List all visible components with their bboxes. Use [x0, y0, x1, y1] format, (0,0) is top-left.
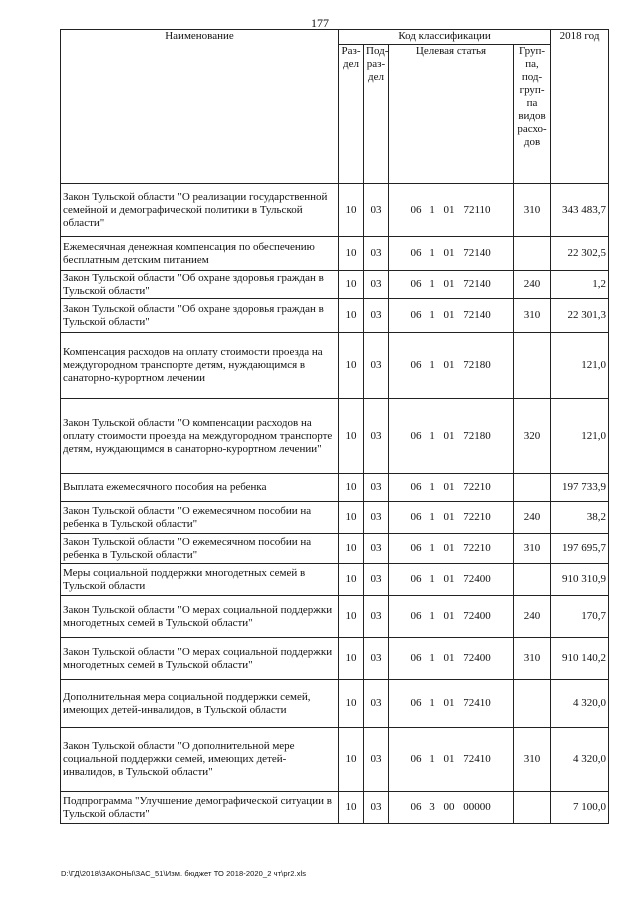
table-row [61, 299, 609, 333]
row-amount: 121,0 [551, 399, 609, 474]
row-name: Дополнительная мера социальной поддержки семей, имеющих детей-инвалидов, в Тульской области [61, 680, 339, 728]
table-row [61, 638, 609, 680]
header-year: 2018 год [551, 30, 609, 184]
row-target-code [389, 728, 514, 792]
target-code-direction: 72210 [463, 481, 491, 493]
header-group: Груп- па, под- груп- па видов расхо- дов [514, 45, 551, 184]
target-code-program: 06 [410, 573, 422, 585]
row-name: Закон Тульской области "О ежемесячном пособии на ребенка в Тульской области" [61, 534, 339, 564]
table-row [61, 596, 609, 638]
row-name: Закон Тульской области "О реализации государственной семейной и демографической политики в Тульской области" [61, 184, 339, 237]
row-name: Меры социальной поддержки многодетных семей в Тульской области [61, 564, 339, 596]
row-group [514, 474, 551, 502]
row-section: 10 [339, 333, 364, 399]
target-code-main: 01 [443, 247, 455, 259]
row-name: Закон Тульской области "Об охране здоровья граждан в Тульской области" [61, 299, 339, 333]
target-code-program: 06 [410, 247, 422, 259]
row-target-code [389, 596, 514, 638]
row-target-code [389, 299, 514, 333]
target-code-program: 06 [410, 278, 422, 290]
row-target-code [389, 333, 514, 399]
target-code-sub: 1 [429, 359, 435, 371]
row-amount: 1,2 [551, 271, 609, 299]
row-section: 10 [339, 596, 364, 638]
row-subsection: 03 [364, 299, 389, 333]
row-name: Закон Тульской области "О дополнительной мере социальной поддержки семей, имеющих детей-инвалидов, в Тульской области" [61, 728, 339, 792]
row-section: 10 [339, 502, 364, 534]
row-target-code [389, 792, 514, 824]
row-group: 310 [514, 299, 551, 333]
target-code-sub: 1 [429, 203, 435, 216]
page-number: 177 [311, 16, 329, 30]
target-code-main: 01 [443, 652, 455, 664]
row-subsection: 03 [364, 564, 389, 596]
row-subsection: 03 [364, 792, 389, 824]
row-group [514, 564, 551, 596]
target-code-sub: 1 [429, 481, 435, 493]
target-code-program: 06 [410, 481, 422, 493]
row-subsection: 03 [364, 534, 389, 564]
row-amount: 197 733,9 [551, 474, 609, 502]
row-name: Подпрограмма "Улучшение демографической ситуации в Тульской области" [61, 792, 339, 824]
table-row [61, 237, 609, 271]
row-subsection: 03 [364, 474, 389, 502]
target-code-sub: 1 [429, 652, 435, 664]
row-section: 10 [339, 399, 364, 474]
row-target-code [389, 237, 514, 271]
row-subsection: 03 [364, 728, 389, 792]
row-group: 310 [514, 184, 551, 237]
row-section: 10 [339, 184, 364, 237]
row-group: 240 [514, 596, 551, 638]
row-amount: 343 483,7 [551, 184, 609, 237]
target-code-direction: 72140 [463, 247, 491, 259]
target-code-program: 06 [410, 203, 422, 216]
target-code-program: 06 [410, 801, 422, 813]
row-section: 10 [339, 237, 364, 271]
row-section: 10 [339, 792, 364, 824]
row-name: Ежемесячная денежная компенсация по обеспечению бесплатным детским питанием [61, 237, 339, 271]
table-row [61, 399, 609, 474]
row-amount: 4 320,0 [551, 680, 609, 728]
target-code-sub: 1 [429, 511, 435, 523]
row-name: Компенсация расходов на оплату стоимости проезда на междугородном транспорте детям, нуждающимся в санаторно-курортном лечении [61, 333, 339, 399]
target-code-main: 01 [443, 359, 455, 371]
target-code-sub: 1 [429, 429, 435, 442]
target-code-direction: 72140 [463, 309, 491, 321]
row-section: 10 [339, 638, 364, 680]
target-code-main: 00 [443, 801, 455, 813]
row-target-code [389, 502, 514, 534]
row-subsection: 03 [364, 680, 389, 728]
table-row [61, 564, 609, 596]
target-code-direction: 72210 [463, 511, 491, 523]
header-section: Раз- дел [339, 45, 364, 184]
header-target: Целевая статья [389, 45, 514, 184]
row-group [514, 237, 551, 271]
target-code-program: 06 [410, 511, 422, 523]
target-code-main: 01 [443, 573, 455, 585]
table-row [61, 474, 609, 502]
target-code-main: 01 [443, 278, 455, 290]
target-code-sub: 1 [429, 697, 435, 709]
row-group: 310 [514, 534, 551, 564]
target-code-direction: 72210 [463, 542, 491, 554]
target-code-sub: 1 [429, 610, 435, 622]
row-subsection: 03 [364, 333, 389, 399]
row-section: 10 [339, 534, 364, 564]
target-code-direction: 72400 [463, 652, 491, 664]
target-code-program: 06 [410, 652, 422, 664]
target-code-main: 01 [443, 542, 455, 554]
target-code-main: 01 [443, 511, 455, 523]
row-amount: 910 140,2 [551, 638, 609, 680]
row-amount: 22 301,3 [551, 299, 609, 333]
row-subsection: 03 [364, 184, 389, 237]
target-code-program: 06 [410, 542, 422, 554]
target-code-program: 06 [410, 309, 422, 321]
row-subsection: 03 [364, 399, 389, 474]
row-target-code [389, 399, 514, 474]
target-code-sub: 1 [429, 309, 435, 321]
row-amount: 170,7 [551, 596, 609, 638]
row-name: Закон Тульской области "О мерах социальной поддержки многодетных семей в Тульской области" [61, 638, 339, 680]
target-code-main: 01 [443, 429, 455, 442]
row-subsection: 03 [364, 638, 389, 680]
table-row [61, 184, 609, 237]
target-code-sub: 1 [429, 247, 435, 259]
row-group [514, 333, 551, 399]
row-target-code [389, 638, 514, 680]
target-code-sub: 1 [429, 542, 435, 554]
row-target-code [389, 680, 514, 728]
row-amount: 121,0 [551, 333, 609, 399]
table-row [61, 728, 609, 792]
table-header [61, 30, 609, 184]
target-code-sub: 1 [429, 278, 435, 290]
row-target-code [389, 564, 514, 596]
row-amount: 38,2 [551, 502, 609, 534]
table-body [61, 184, 609, 824]
file-path-footer: D:\ГД\2018\ЗАКОНЫ\ЗАС_51\Изм. бюджет ТО 2018-2020_2 чт\pr2.xls [61, 869, 307, 878]
table-row [61, 333, 609, 399]
row-amount: 7 100,0 [551, 792, 609, 824]
header-code: Код классификации [339, 30, 551, 45]
row-section: 10 [339, 474, 364, 502]
header-subsection: Под- раз- дел [364, 45, 389, 184]
row-subsection: 03 [364, 271, 389, 299]
row-name: Закон Тульской области "Об охране здоровья граждан в Тульской области" [61, 271, 339, 299]
row-subsection: 03 [364, 502, 389, 534]
row-group [514, 792, 551, 824]
target-code-program: 06 [410, 753, 422, 765]
target-code-sub: 1 [429, 753, 435, 765]
target-code-main: 01 [443, 697, 455, 709]
row-target-code [389, 534, 514, 564]
target-code-direction: 72140 [463, 278, 491, 290]
target-code-program: 06 [410, 697, 422, 709]
row-name: Закон Тульской области "О ежемесячном пособии на ребенка в Тульской области" [61, 502, 339, 534]
row-section: 10 [339, 680, 364, 728]
target-code-program: 06 [410, 429, 422, 442]
row-section: 10 [339, 564, 364, 596]
row-section: 10 [339, 299, 364, 333]
table-row [61, 271, 609, 299]
row-target-code [389, 474, 514, 502]
target-code-program: 06 [410, 610, 422, 622]
row-subsection: 03 [364, 596, 389, 638]
budget-table [60, 29, 609, 824]
row-group [514, 680, 551, 728]
table-row [61, 680, 609, 728]
target-code-direction: 72180 [463, 429, 491, 442]
row-amount: 22 302,5 [551, 237, 609, 271]
target-code-sub: 1 [429, 573, 435, 585]
row-name: Выплата ежемесячного пособия на ребенка [61, 474, 339, 502]
row-name: Закон Тульской области "О компенсации расходов на оплату стоимости проезда на междугородном транспорте детям, нуждающимся в санаторно-курортном лечении" [61, 399, 339, 474]
target-code-main: 01 [443, 203, 455, 216]
row-amount: 4 320,0 [551, 728, 609, 792]
row-group: 240 [514, 502, 551, 534]
row-amount: 197 695,7 [551, 534, 609, 564]
row-section: 10 [339, 728, 364, 792]
row-group: 310 [514, 638, 551, 680]
row-name: Закон Тульской области "О мерах социальной поддержки многодетных семей в Тульской области" [61, 596, 339, 638]
row-group: 320 [514, 399, 551, 474]
header-name: Наименование [61, 30, 339, 184]
target-code-sub: 3 [429, 801, 435, 813]
target-code-direction: 00000 [463, 801, 491, 813]
target-code-main: 01 [443, 610, 455, 622]
row-amount: 910 310,9 [551, 564, 609, 596]
target-code-direction: 72410 [463, 753, 491, 765]
target-code-direction: 72400 [463, 610, 491, 622]
row-section: 10 [339, 271, 364, 299]
table-row [61, 534, 609, 564]
target-code-direction: 72110 [463, 203, 491, 216]
row-target-code [389, 271, 514, 299]
target-code-main: 01 [443, 309, 455, 321]
row-target-code [389, 184, 514, 237]
table-row [61, 502, 609, 534]
target-code-program: 06 [410, 359, 422, 371]
row-group: 310 [514, 728, 551, 792]
target-code-direction: 72410 [463, 697, 491, 709]
target-code-direction: 72400 [463, 573, 491, 585]
row-subsection: 03 [364, 237, 389, 271]
target-code-direction: 72180 [463, 359, 491, 371]
target-code-main: 01 [443, 753, 455, 765]
table-row [61, 792, 609, 824]
target-code-main: 01 [443, 481, 455, 493]
row-group: 240 [514, 271, 551, 299]
